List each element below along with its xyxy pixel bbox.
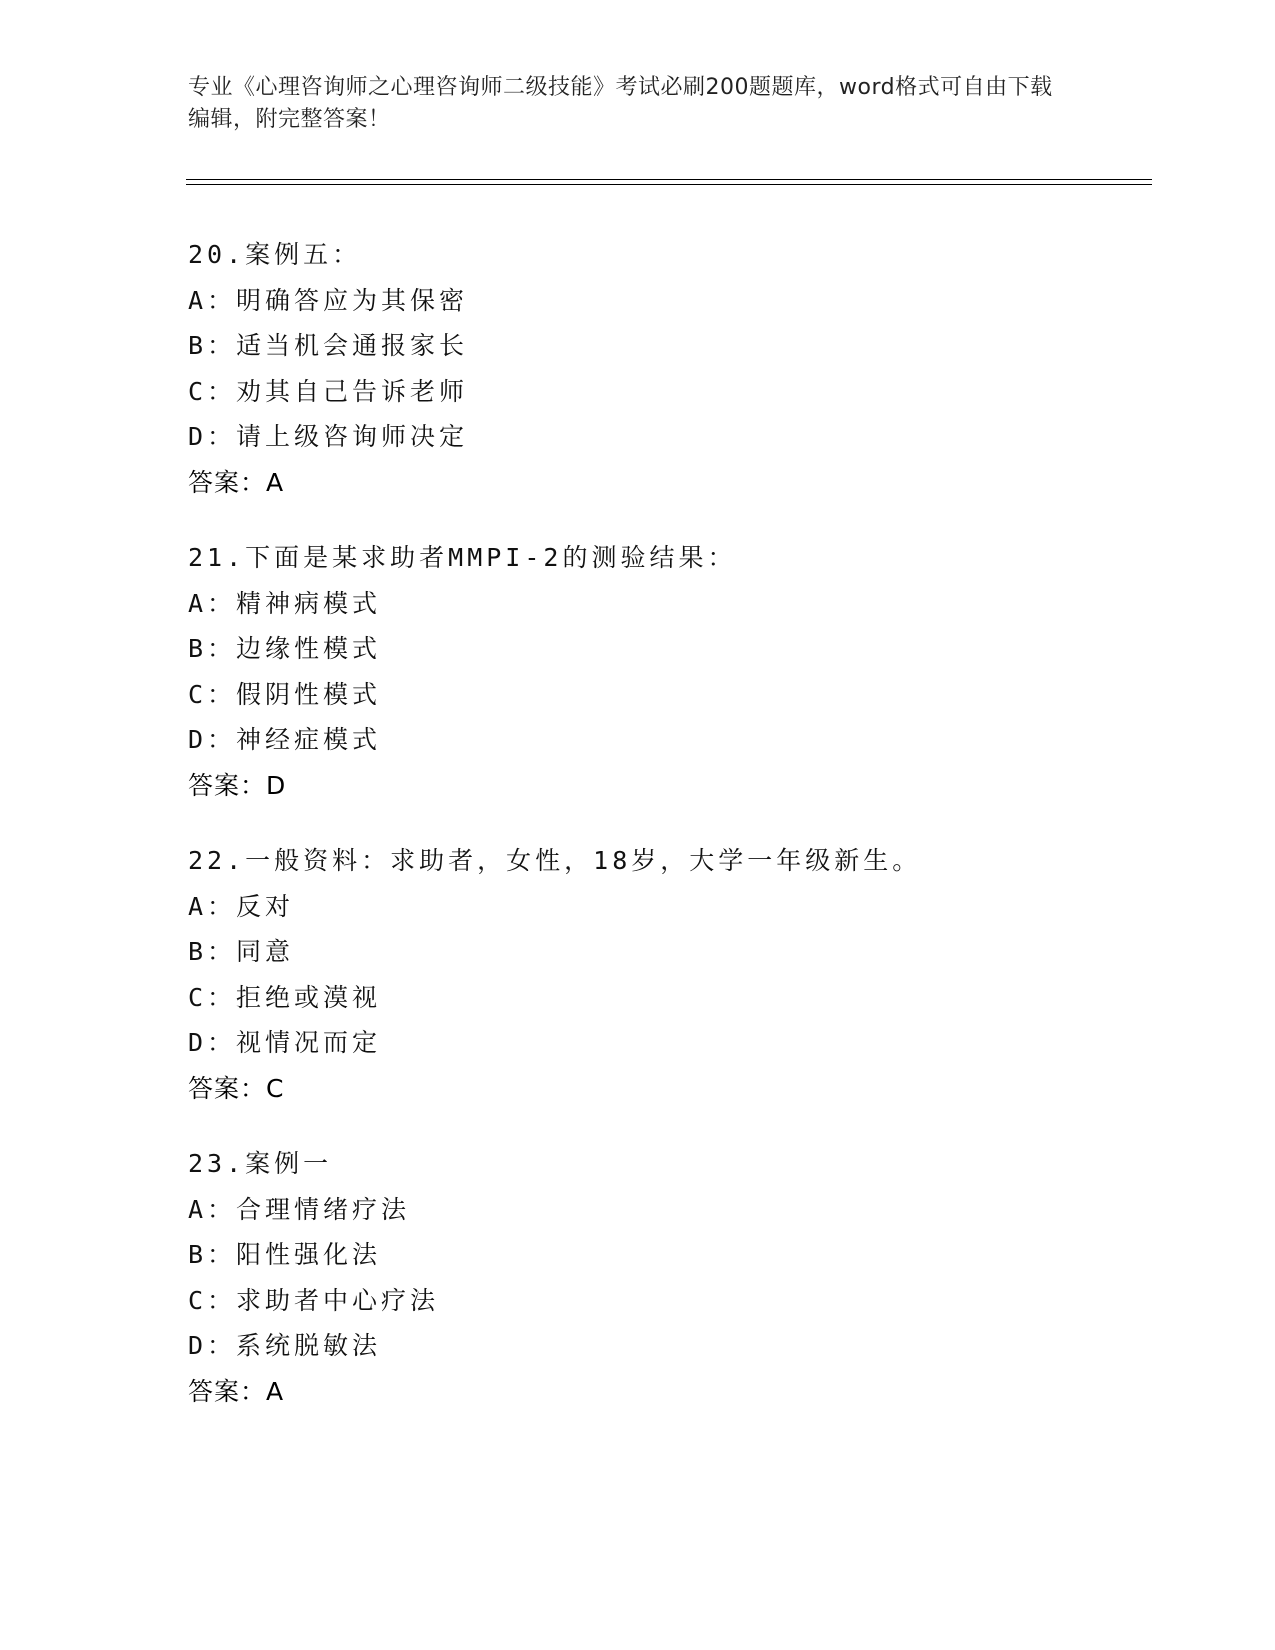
option-b: B：阳性强化法 [188, 1240, 382, 1269]
option-d: D：请上级咨询师决定 [188, 422, 469, 451]
answer-line: 答案：A [188, 1376, 285, 1406]
question-stem: 22.一般资料：求助者，女性，18岁，大学一年级新生。 [188, 846, 922, 875]
question-stem: 23.案例一 [188, 1149, 333, 1178]
option-a: A：合理情绪疗法 [188, 1194, 411, 1224]
option-a: A：明确答应为其保密 [188, 285, 469, 315]
option-d: D：视情况而定 [188, 1028, 382, 1057]
question-list [188, 232, 1148, 1444]
option-c: C：假阴性模式 [188, 679, 382, 709]
option-a: A：反对 [188, 891, 295, 921]
answer-line: 答案：D [188, 770, 287, 800]
option-a: A：精神病模式 [188, 588, 382, 618]
question-21 [188, 535, 1148, 808]
document-header: 专业《心理咨询师之心理咨询师二级技能》考试必刷200题题库，word格式可自由下载编辑，附完整答案！ [188, 75, 1053, 132]
question-20 [188, 232, 1148, 505]
option-d: D：神经症模式 [188, 725, 382, 754]
answer-line: 答案：C [188, 1073, 285, 1103]
option-b: B：同意 [188, 937, 295, 966]
header-rule-bottom [186, 184, 1152, 185]
option-c: C：劝其自己告诉老师 [188, 376, 469, 406]
question-23 [188, 1141, 1148, 1414]
question-stem: 20.案例五： [188, 240, 362, 269]
option-c: C：求助者中心疗法 [188, 1285, 440, 1315]
question-stem: 21.下面是某求助者MMPI-2的测验结果： [188, 543, 737, 572]
option-b: B：适当机会通报家长 [188, 331, 469, 360]
question-22 [188, 838, 1148, 1111]
answer-line: 答案：A [188, 467, 285, 497]
option-b: B：边缘性模式 [188, 634, 382, 663]
option-c: C：拒绝或漠视 [188, 982, 382, 1012]
header-rule-top [186, 179, 1152, 180]
option-d: D：系统脱敏法 [188, 1331, 382, 1360]
